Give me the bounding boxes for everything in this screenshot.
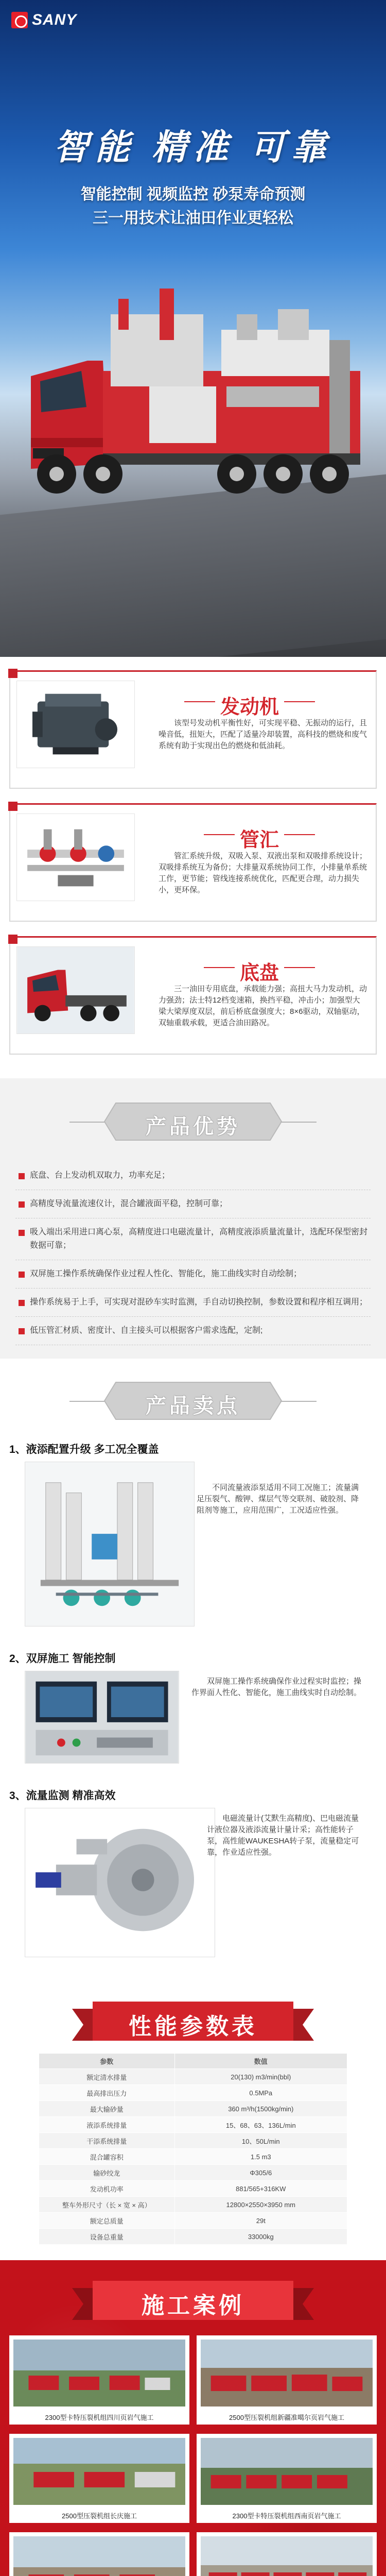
cases-grid — [9, 2335, 377, 2576]
chassis-icon — [16, 946, 135, 1034]
param-name: 额定清水排量 — [39, 2069, 175, 2085]
param-value: 20(130) m3/min(bbl) — [174, 2069, 347, 2085]
component-description: 三一油田专用底盘，承载能力强；高扭大马力发动机，动力强劲；法士特12档变速箱，换挡平稳，冲击小；加强型大梁大梁厚度双层，前后桥底盘强度大；8×6驱动，双轴驱动，双轴重载承载，更适合油田路况。 — [159, 985, 367, 1027]
advantages-list — [15, 1162, 371, 1345]
param-name: 混合罐容积 — [39, 2149, 175, 2165]
selling-point-2 — [9, 1650, 377, 1769]
table-row — [39, 2181, 347, 2197]
selling-point-text: 双屏施工操作系统确保作业过程实时监控；操作界面人性化、智能化，施工曲线实时自动绘制。 — [191, 1677, 362, 1697]
logo-text: SANY — [32, 11, 77, 28]
table-row — [39, 2197, 347, 2213]
param-name: 整车外形尺寸（长 × 宽 × 高） — [39, 2197, 175, 2213]
component-card-chassis — [9, 936, 377, 1055]
component-description: 该型号发动机平衡性好，可实现平稳、无振动的运行，且噪音低，扭矩大，匹配了适量冷却装置，高科技的燃烧和废气系统有助于实现出色的燃烧和低油耗。 — [159, 719, 367, 750]
column-header-value: 数值 — [174, 2054, 347, 2069]
param-name: 发动机功率 — [39, 2181, 175, 2197]
selling-heading — [100, 1378, 286, 1423]
param-value: 1.5 m3 — [174, 2149, 347, 2165]
heading-line-right — [280, 1122, 317, 1123]
param-name: 输砂绞龙 — [39, 2165, 175, 2181]
selling-title: 产品卖点 — [146, 1395, 240, 1417]
case-card[interactable] — [197, 2335, 377, 2425]
param-value: 15、68、63、136L/min — [174, 2117, 347, 2133]
selling-point-text: 电磁流量计(艾默生高精度)、巴电磁流量计液位器及液添流量计量计采；高性能转子泵，高性能WAUKESHA转子泵，流量稳定可靠，作业适应性强。 — [207, 1814, 359, 1857]
hero-subtitle-2: 三一用技术让油田作业更轻松 — [93, 210, 293, 227]
component-title: 底盘 — [240, 957, 279, 985]
table-row — [39, 2117, 347, 2133]
param-name: 干添系统排量 — [39, 2133, 175, 2149]
param-value: 360 m³/h(1500kg/min) — [174, 2101, 347, 2117]
param-name: 最大输砂量 — [39, 2101, 175, 2117]
case-card[interactable] — [9, 2532, 189, 2576]
engine-icon — [16, 681, 135, 768]
case-photo — [13, 2438, 185, 2505]
param-value: 33000kg — [174, 2229, 347, 2245]
case-card[interactable] — [197, 2532, 377, 2576]
sany-logo-icon — [11, 12, 28, 28]
parameters-table — [39, 2053, 347, 2245]
component-card-manifold — [9, 803, 377, 922]
component-description: 管汇系统升级，双吸入泵、双液出泵和双吸排系统设计；双吸排系统互为备份；大排量双系统协同工作，小排量单系统工作，更节能；管线连接系统优化，匹配更合理，动力损失小，更环保。 — [159, 852, 367, 894]
param-value: 881/565+316KW — [174, 2181, 347, 2197]
heading-line-right — [280, 1401, 317, 1402]
case-photo — [13, 2536, 185, 2576]
hero-banner — [0, 0, 386, 657]
table-header-row — [39, 2054, 347, 2069]
param-value: 12800×2550×3950 mm — [174, 2197, 347, 2213]
table-row — [39, 2101, 347, 2117]
case-photo — [201, 2536, 373, 2576]
selling-point-title: 3、流量监测 精准高效 — [9, 1790, 116, 1802]
dual-screen-console-image — [25, 1671, 179, 1764]
selling-point-title: 2、双屏施工 智能控制 — [9, 1653, 116, 1665]
param-value: 29t — [174, 2213, 347, 2229]
advantage-item: 底盘、台上发动机双取力，功率充足； — [15, 1162, 371, 1190]
selling-point-body — [9, 1462, 377, 1632]
component-title: 管汇 — [240, 824, 279, 852]
advantage-item: 低压管汇材质、密度计、自主接头可以根据客户需求选配，定制; — [15, 1317, 371, 1345]
param-value: 0.5MPa — [174, 2085, 347, 2101]
case-caption: 2500型压裂机组新疆准噶尔页岩气施工 — [229, 2414, 344, 2421]
advantages-heading — [100, 1099, 286, 1144]
rotor-pump-image — [25, 1808, 215, 1957]
parameters-title: 性能参数表 — [129, 2014, 257, 2039]
table-row — [39, 2085, 347, 2101]
hero-subtitle-1: 智能控制 视频监控 砂泵寿命预测 — [80, 186, 306, 203]
param-value: 10、50L/min — [174, 2133, 347, 2149]
case-caption: 2500型压裂机组长庆施工 — [62, 2512, 137, 2520]
case-card[interactable] — [197, 2434, 377, 2523]
parameters-section — [0, 1996, 386, 2260]
param-name: 液添系统排量 — [39, 2117, 175, 2133]
selling-point-body — [9, 1671, 377, 1769]
case-caption: 2300型卡特压裂机组四川页岩气施工 — [45, 2414, 154, 2421]
selling-point-3 — [9, 1787, 377, 1962]
card-corner-mark — [8, 669, 17, 678]
component-title: 发动机 — [220, 691, 279, 719]
advantages-title: 产品优势 — [146, 1115, 240, 1138]
param-name: 设备总重量 — [39, 2229, 175, 2245]
case-card[interactable] — [9, 2434, 189, 2523]
cases-heading — [72, 2281, 314, 2325]
hero-slogan: 智能 精准 可靠 — [54, 128, 332, 167]
selling-point-1 — [9, 1441, 377, 1632]
additive-system-image — [25, 1462, 195, 1626]
component-card-engine — [9, 670, 377, 789]
component-section — [0, 657, 386, 1078]
case-photo — [13, 2340, 185, 2406]
case-photo — [201, 2438, 373, 2505]
blender-truck-image — [21, 268, 371, 536]
param-name: 最高排出压力 — [39, 2085, 175, 2101]
case-caption: 2300型卡特压裂机组西南页岩气施工 — [232, 2512, 341, 2520]
case-photo — [201, 2340, 373, 2406]
param-value: Φ305/6 — [174, 2165, 347, 2181]
table-row — [39, 2149, 347, 2165]
table-row — [39, 2213, 347, 2229]
selling-point-body — [9, 1808, 377, 1962]
selling-points-section — [0, 1359, 386, 1996]
table-row — [39, 2229, 347, 2245]
table-row — [39, 2165, 347, 2181]
manifold-icon — [16, 814, 135, 901]
case-card[interactable] — [9, 2335, 189, 2425]
selling-point-title: 1、液添配置升级 多工况全覆盖 — [9, 1444, 159, 1455]
table-row — [39, 2069, 347, 2085]
column-header-param: 参数 — [39, 2054, 175, 2069]
advantages-section — [0, 1078, 386, 1359]
cases-title: 施工案例 — [142, 2293, 244, 2318]
param-name: 额定总质量 — [39, 2213, 175, 2229]
card-corner-mark — [8, 802, 17, 811]
parameters-heading — [72, 2002, 314, 2046]
cases-section — [0, 2260, 386, 2576]
table-row — [39, 2133, 347, 2149]
advantage-item: 双屏施工操作系统确保作业过程人性化、智能化，施工曲线实时自动绘制； — [15, 1260, 371, 1289]
sany-logo[interactable] — [11, 11, 77, 29]
advantage-item: 操作系统易于上手，可实现对混砂车实时监测，手自动切换控制，参数设置和程序相互调用； — [15, 1289, 371, 1317]
advantage-item: 吸入端出采用进口离心泵，高精度进口电磁流量计，高精度液添质量流量计，选配环保型密封数据可靠； — [15, 1218, 371, 1260]
card-corner-mark — [8, 935, 17, 944]
selling-point-text: 不同流量液添泵适用不同工况施工；流量满足压裂气、酸钾、煤层气等交联剂、破胶剂、降阻剂等施工，应用范围广，工况适应性强。 — [197, 1483, 359, 1515]
advantage-item: 高精度导流量流速仪计，混合罐液面平稳，控制可靠； — [15, 1190, 371, 1218]
